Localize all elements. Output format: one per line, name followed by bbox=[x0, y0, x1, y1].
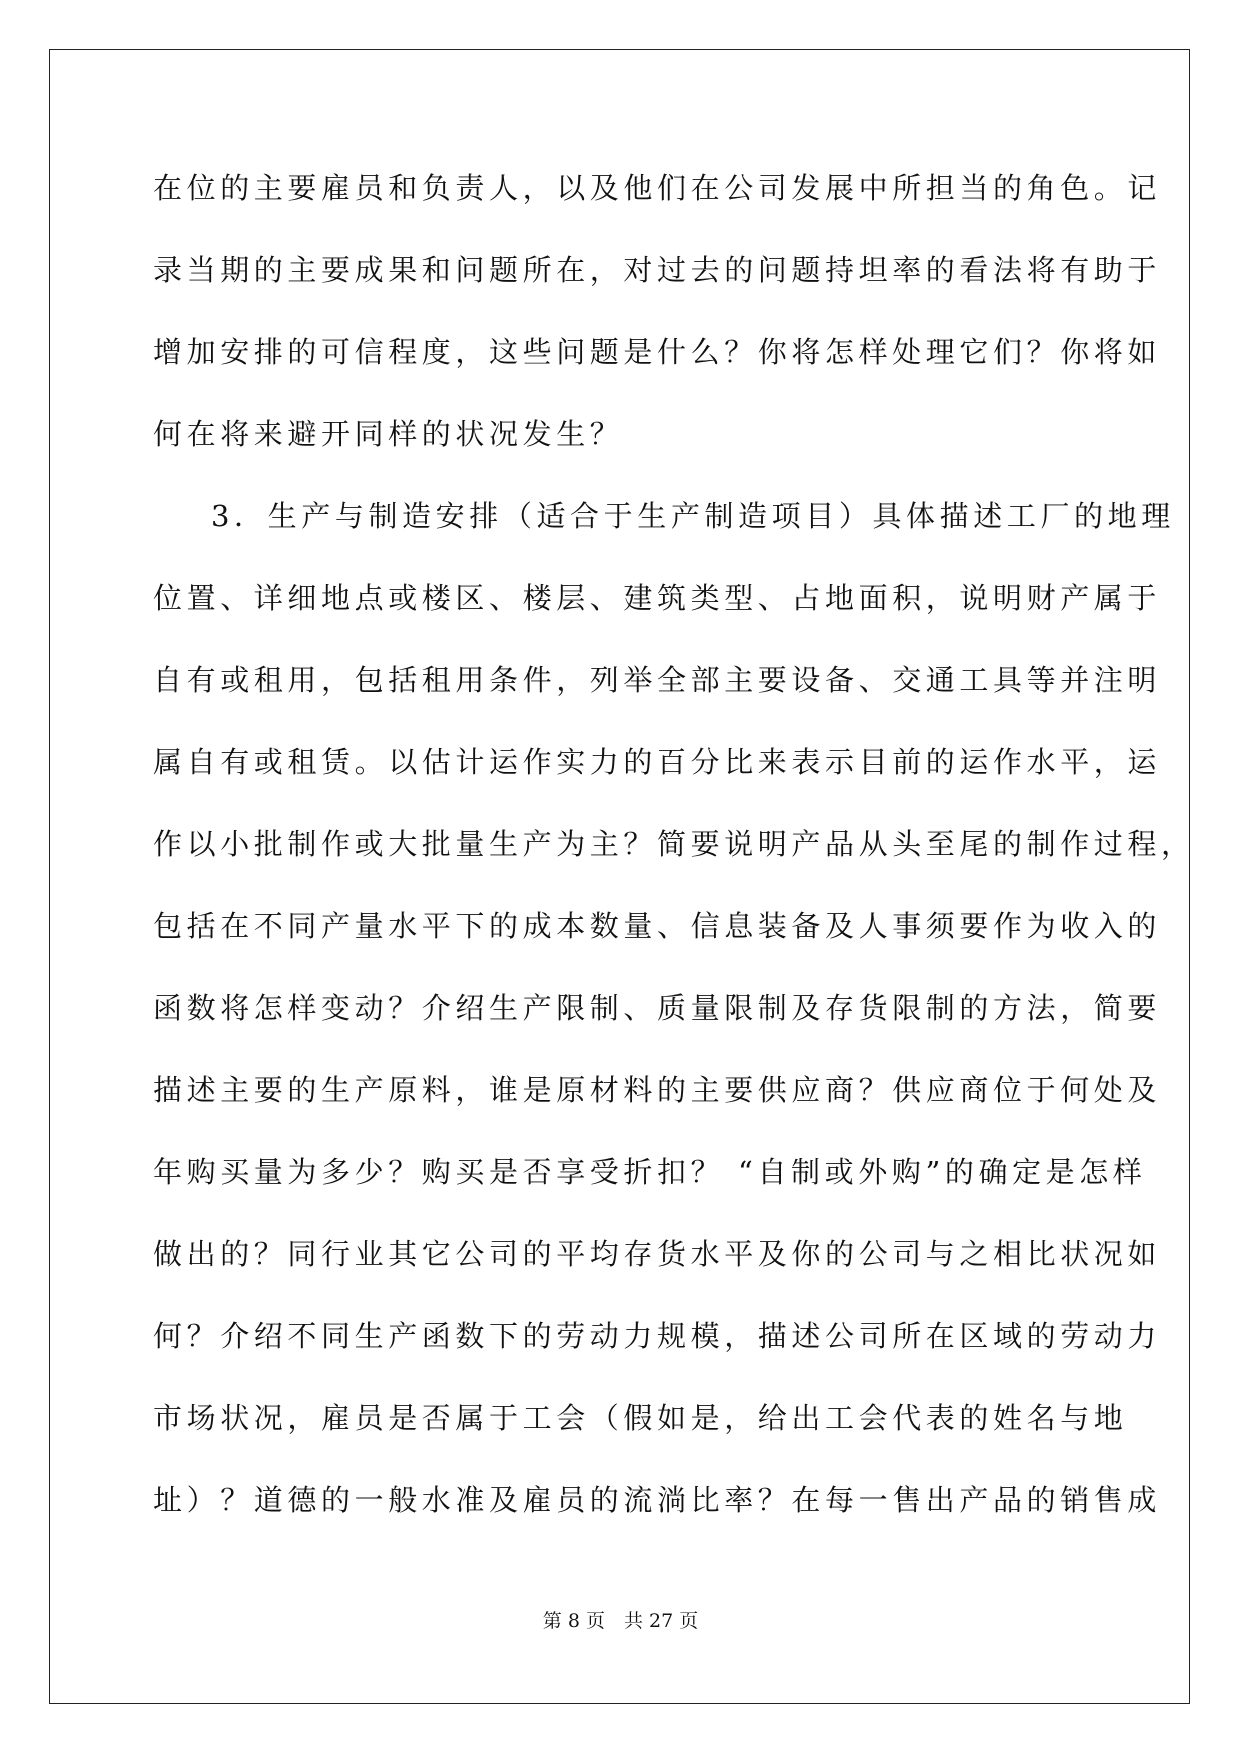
section-heading-line: 3．生产与制造安排（适合于生产制造项目）具体描述工厂的地理 bbox=[211, 499, 1175, 533]
document-body bbox=[153, 158, 1195, 1552]
text-line: 录当期的主要成果和问题所在，对过去的问题持坦率的看法将有助于 bbox=[153, 253, 1162, 287]
text-line: 包括在不同产量水平下的成本数量、信息装备及人事须要作为收入的 bbox=[153, 909, 1162, 943]
text-line: 增加安排的可信程度，这些问题是什么？你将怎样处理它们？你将如 bbox=[153, 335, 1162, 369]
text-line: 址）？道德的一般水准及雇员的流淌比率？在每一售出产品的销售成 bbox=[153, 1483, 1162, 1517]
text-line: 在位的主要雇员和负责人，以及他们在公司发展中所担当的角色。记 bbox=[153, 171, 1162, 205]
text-line: 何在将来避开同样的状况发生？ bbox=[153, 417, 624, 451]
text-line: 市场状况，雇员是否属于工会（假如是，给出工会代表的姓名与地 bbox=[153, 1401, 1128, 1435]
text-line: 做出的？同行业其它公司的平均存货水平及你的公司与之相比状况如 bbox=[153, 1237, 1162, 1271]
text-line: 函数将怎样变动？介绍生产限制、质量限制及存货限制的方法，简要 bbox=[153, 991, 1162, 1025]
text-line: 自有或租用，包括租用条件，列举全部主要设备、交通工具等并注明 bbox=[153, 663, 1162, 697]
page-number-footer: 第 8 页 共 27 页 bbox=[542, 1610, 699, 1632]
text-line: 描述主要的生产原料，谁是原材料的主要供应商？供应商位于何处及 bbox=[153, 1073, 1162, 1107]
text-line: 属自有或租赁。以估计运作实力的百分比来表示目前的运作水平，运 bbox=[153, 745, 1162, 779]
text-line: 位置、详细地点或楼区、楼层、建筑类型、占地面积，说明财产属于 bbox=[153, 581, 1162, 615]
text-line: 何？介绍不同生产函数下的劳动力规模，描述公司所在区域的劳动力 bbox=[153, 1319, 1162, 1353]
text-line: 年购买量为多少？购买是否享受折扣？ “自制或外购”的确定是怎样 bbox=[153, 1155, 1147, 1189]
text-line: 作以小批制作或大批量生产为主？简要说明产品从头至尾的制作过程， bbox=[153, 827, 1195, 861]
